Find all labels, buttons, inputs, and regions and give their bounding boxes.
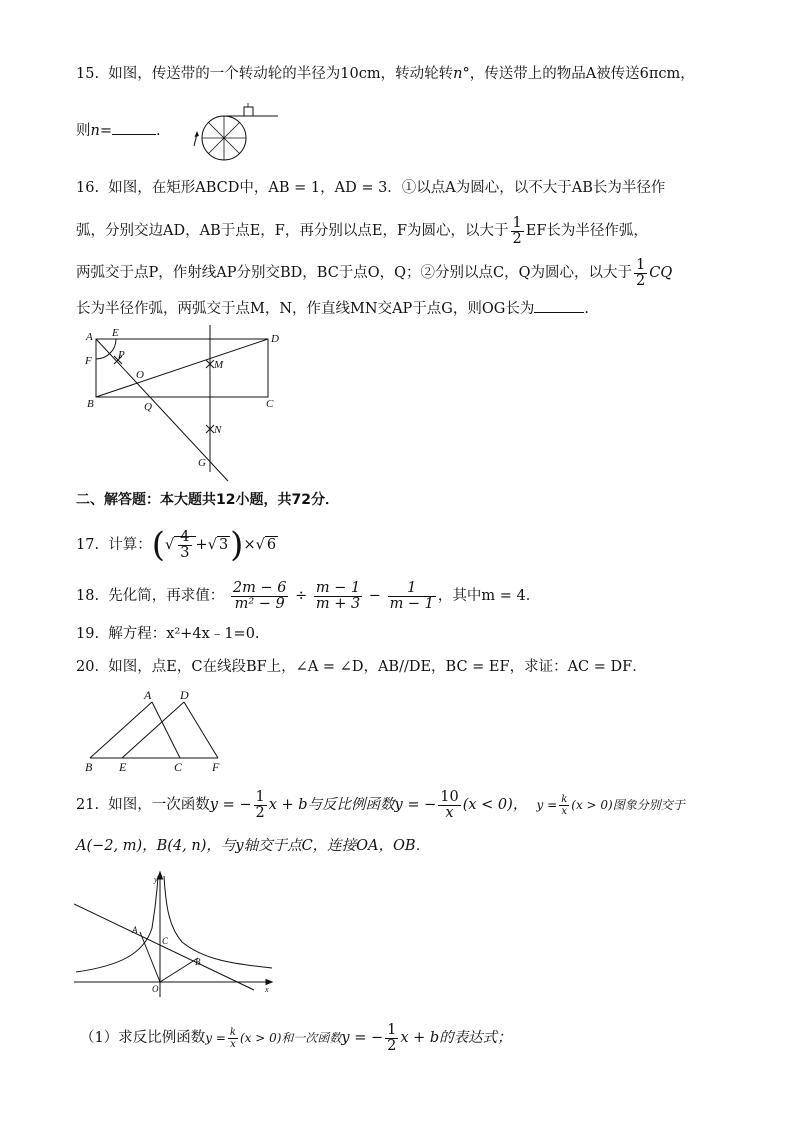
label-x: x [265, 985, 269, 994]
label-F: F [212, 760, 220, 772]
label-E: E [119, 760, 127, 772]
q15-conveyor-figure [186, 96, 282, 164]
q21-graph-figure [74, 870, 280, 998]
q15-line2: 则n= . [76, 120, 161, 141]
label-C: C [174, 760, 183, 772]
label-Q: Q [144, 401, 152, 413]
label-O: O [152, 984, 159, 994]
q16-line4: 长为半径作弧，两弧交于点M，N，作直线MN交AP于点G，则OG长为 . [76, 298, 589, 319]
label-F: F [85, 355, 92, 367]
q20: 20. 如图，点E，C在线段BF上，∠A = ∠D，AB//DE，BC = EF，求证：AC = DF． [76, 659, 647, 675]
label-D: D [271, 333, 279, 345]
half-fraction: $\frac{1}{2}$ [512, 214, 522, 247]
q19: 19. 解方程：x²+4x﹣1=0. [76, 626, 260, 642]
label-C: C [162, 936, 169, 946]
label-A: A [144, 688, 152, 702]
label-B: B [85, 760, 93, 772]
q17: 17. 计算：(√ $\frac{4}{3}$ +√ 3)×√ 6 [76, 525, 277, 565]
q20-triangles-figure [82, 686, 232, 772]
label-A: A [132, 925, 138, 935]
half-fraction: $\frac{1}{2}$ [636, 256, 646, 289]
label-y: y [154, 875, 158, 884]
label-M: M [214, 359, 224, 371]
label-P: P [118, 349, 125, 361]
q15-answer-blank[interactable] [112, 120, 156, 135]
label-D: D [180, 688, 189, 702]
label-C: C [266, 398, 274, 410]
label-A: A [86, 331, 93, 343]
q16-answer-blank[interactable] [534, 298, 584, 313]
q21-sub1: （1）求反比例函数y = $\frac{k}{x}$ (x > 0)和一次函数y = − $\frac{1}{2}$ x + b的表达式； [80, 1021, 512, 1054]
label-E: E [112, 327, 119, 339]
q21-line2: A(−2, m)，B(4, n)，与y轴交于点C，连接OA，OB． [76, 838, 431, 854]
q15-line1: 15. 如图，传送带的一个转动轮的半径为10cm，转动轮转n°，传送带上的物品A被传送6πcm， [76, 66, 695, 82]
q16-line3: 两弧交于点P，作射线AP分别交BD，BC于点O，Q；②分别以点C，Q为圆心，以大于 $\frac{1}{2}$ CQ [76, 256, 673, 289]
label-O: O [136, 369, 144, 381]
label-N: N [214, 424, 222, 436]
label-B: B [195, 957, 201, 967]
q21-line1: 21. 如图，一次函数y = − $\frac{1}{2}$ x + b与反比例函数y = − $\frac{10}{x}$ (x < 0)， y = $\frac{k}{x}$ (x > 0)图象分别交于 [76, 788, 685, 821]
q16-line1: 16. 如图，在矩形ABCD中，AB = 1，AD = 3．①以点A为圆心，以不大于AB长为半径作 [76, 180, 666, 196]
label-G: G [198, 457, 206, 469]
q18: 18. 先化简，再求值： $\frac{2m - 6}{\text{m² − 9}}$ ÷ $\frac{m - 1}{m + 3}$ − $\frac{1}{m - 1}$ ，其中m = 4． [76, 579, 541, 612]
label-B: B [87, 398, 94, 410]
q16-line2: 弧，分别交边AD，AB于点E，F，再分别以点E，F为圆心，以大于 $\frac{1}{2}$ EF长为半径作弧， [76, 214, 648, 247]
section-heading: 二、解答题：本大题共12小题，共72分． [76, 492, 339, 508]
q16-rectangle-figure [80, 322, 290, 482]
